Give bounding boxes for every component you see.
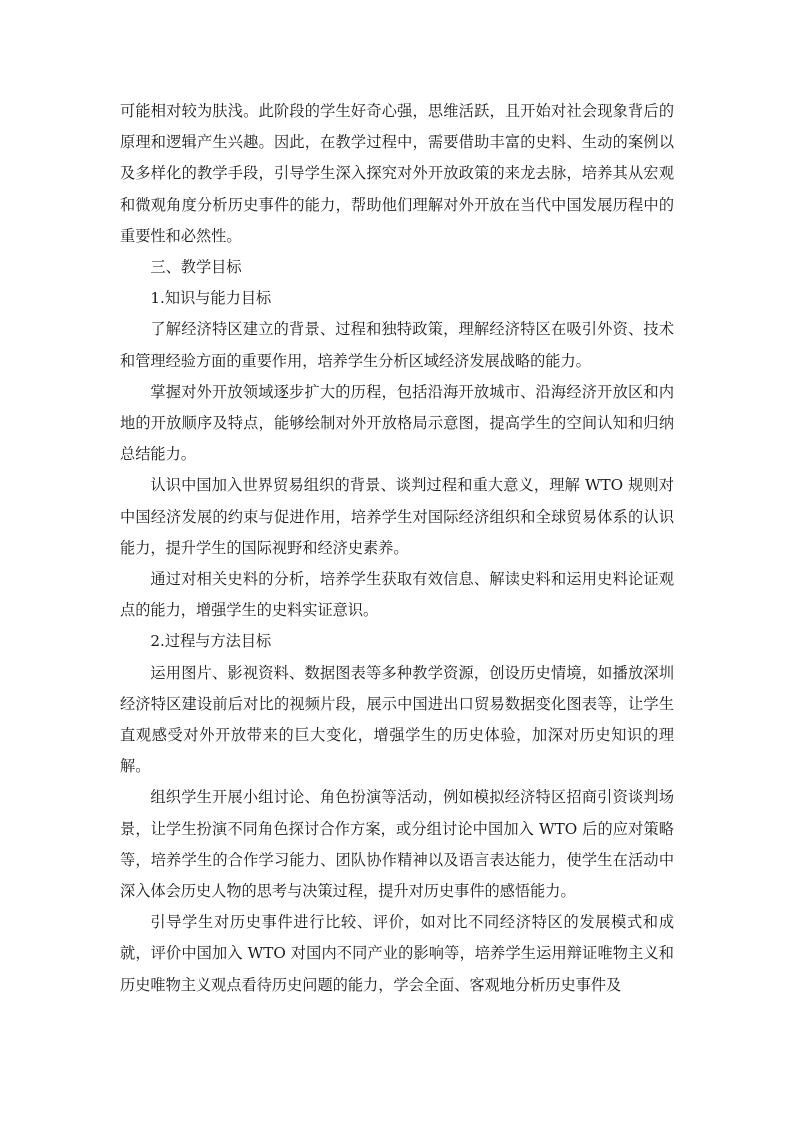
paragraph-teaching-resources: 运用图片、影视资料、数据图表等多种教学资源，创设历史情境，如播放深圳经济特区建设前后对比的视频片段，展示中国进出口贸易数据变化图表等，让学生直观感受对外开放带来的巨大变化，增强学生的历史体验，加深对历史知识的理解。 [120, 663, 674, 776]
paragraph-comparison-evaluation: 引导学生对历史事件进行比较、评价，如对比不同经济特区的发展模式和成就，评价中国加入 WTO 对国内不同产业的影响等，培养学生运用辩证唯物主义和历史唯物主义观点看待历史问题的能力，学会全面、客观地分析历史事件及 [120, 913, 674, 994]
paragraph-opening-expansion: 掌握对外开放领域逐步扩大的历程，包括沿海开放城市、沿海经济开放区和内地的开放顺序及特点，能够绘制对外开放格局示意图，提高学生的空间认知和归纳总结能力。 [120, 382, 674, 464]
section-heading-teaching-objectives: 三、教学目标 [150, 258, 242, 277]
paragraph-historical-sources: 通过对相关史料的分析，培养学生获取有效信息、解读史料和运用史料论证观点的能力，增强学生的史料实证意识。 [120, 570, 674, 620]
subheading-process-method: 2.过程与方法目标 [150, 632, 272, 651]
paragraph-wto-accession: 认识中国加入世界贸易组织的背景、谈判过程和重大意义，理解 WTO 规则对中国经济发展的约束与促进作用，培养学生对国际经济组织和全球贸易体系的认识能力，提升学生的国际视野和经济史素养。 [120, 476, 674, 557]
paragraph-intro-continuation: 可能相对较为肤浅。此阶段的学生好奇心强，思维活跃，且开始对社会现象背后的原理和逻辑产生兴趣。因此，在教学过程中，需要借助丰富的史料、生动的案例以及多样化的教学手段，引导学生深入探究对外开放政策的来龙去脉，培养其从宏观和微观角度分析历史事件的能力，帮助他们理解对外开放在当代中国发展历程中的重要性和必然性。 [120, 102, 674, 245]
paragraph-group-activities: 组织学生开展小组讨论、角色扮演等活动，例如模拟经济特区招商引资谈判场景，让学生扮演不同角色探讨合作方案，或分组讨论中国加入 WTO 后的应对策略等，培养学生的合作学习能力、团队协作精神以及语言表达能力，使学生在活动中深入体会历史人物的思考与决策过程，提升对历史事件的感悟能力。 [120, 788, 674, 901]
document-body [120, 96, 674, 1001]
subheading-knowledge-ability: 1.知识与能力目标 [150, 289, 272, 308]
paragraph-special-economic-zones: 了解经济特区建立的背景、过程和独特政策，理解经济特区在吸引外资、技术和管理经验方面的重要作用，培养学生分析区域经济发展战略的能力。 [120, 320, 674, 370]
